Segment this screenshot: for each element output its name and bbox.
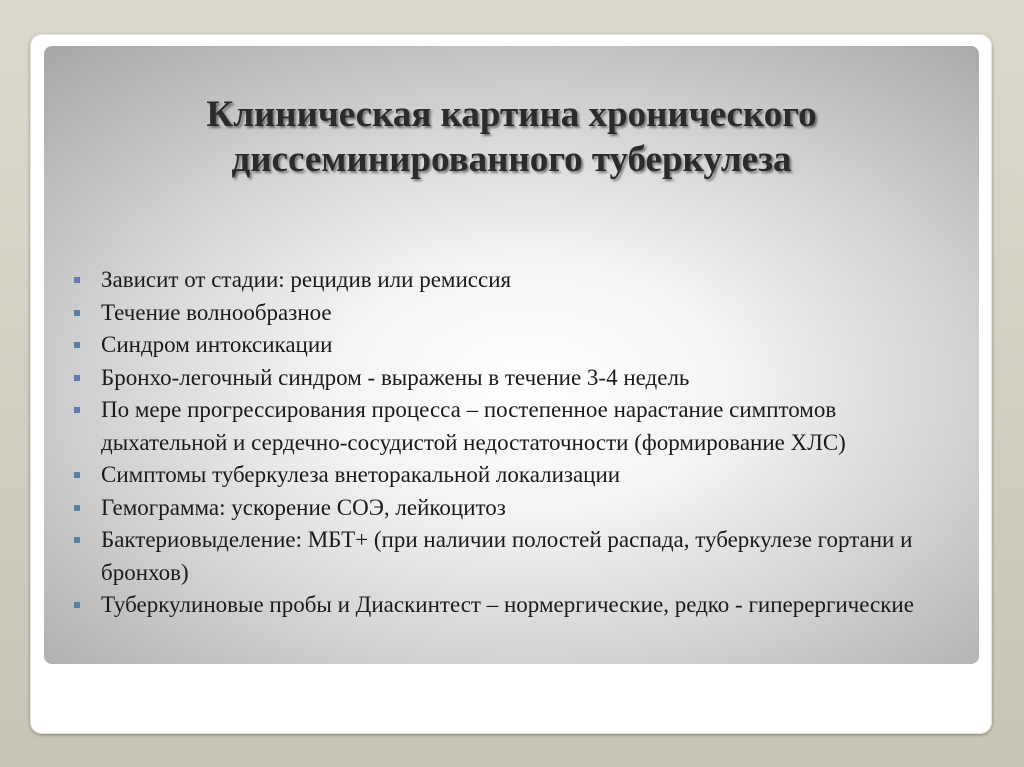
bullet-item (70, 459, 940, 492)
square-bullet-icon (74, 342, 80, 348)
slide-title-line-2: диссеминированного туберкулеза (231, 139, 792, 181)
square-bullet-icon (74, 537, 80, 543)
bullet-text: Зависит от стадии: рецидив или ремиссия (101, 267, 512, 292)
bullet-item (70, 362, 940, 395)
bullet-item (70, 297, 940, 330)
bullet-text: Симптомы туберкулеза внеторакальной локализации (101, 462, 621, 487)
square-bullet-icon (74, 277, 80, 283)
bullet-list (70, 264, 940, 622)
bullet-text: По мере прогрессирования процесса – постепенное нарастание симптомов дыхательной и сердечно-сосудистой недостаточности (формирование ХЛС) (101, 397, 846, 455)
square-bullet-icon (74, 310, 80, 316)
bullet-item (70, 394, 940, 459)
bullet-item (70, 329, 940, 362)
slide-title (44, 92, 979, 182)
bullet-item (70, 524, 940, 589)
bullet-text: Бронхо-легочный синдром - выражены в течение 3-4 недель (101, 364, 690, 390)
square-bullet-icon (74, 602, 80, 608)
square-bullet-icon (74, 505, 80, 511)
bullet-item (70, 264, 940, 297)
bullet-text: Бактериовыделение: МБТ+ (при наличии полостей распада, туберкулезе гортани и бронхов) (101, 527, 913, 585)
bullet-text: Туберкулиновые пробы и Диаскинтест – нормергические, редко - гиперергические (101, 592, 914, 617)
bullet-text: Течение волнообразное (101, 299, 332, 325)
square-bullet-icon (74, 472, 80, 478)
bullet-text: Гемограмма: ускорение СОЭ, лейкоцитоз (101, 494, 506, 520)
bullet-text: Синдром интоксикации (101, 332, 333, 357)
bullet-item (70, 492, 940, 525)
bullet-item (70, 589, 940, 622)
square-bullet-icon (74, 375, 80, 381)
slide-title-line-1: Клиническая картина хронического (206, 94, 817, 135)
square-bullet-icon (74, 407, 80, 413)
